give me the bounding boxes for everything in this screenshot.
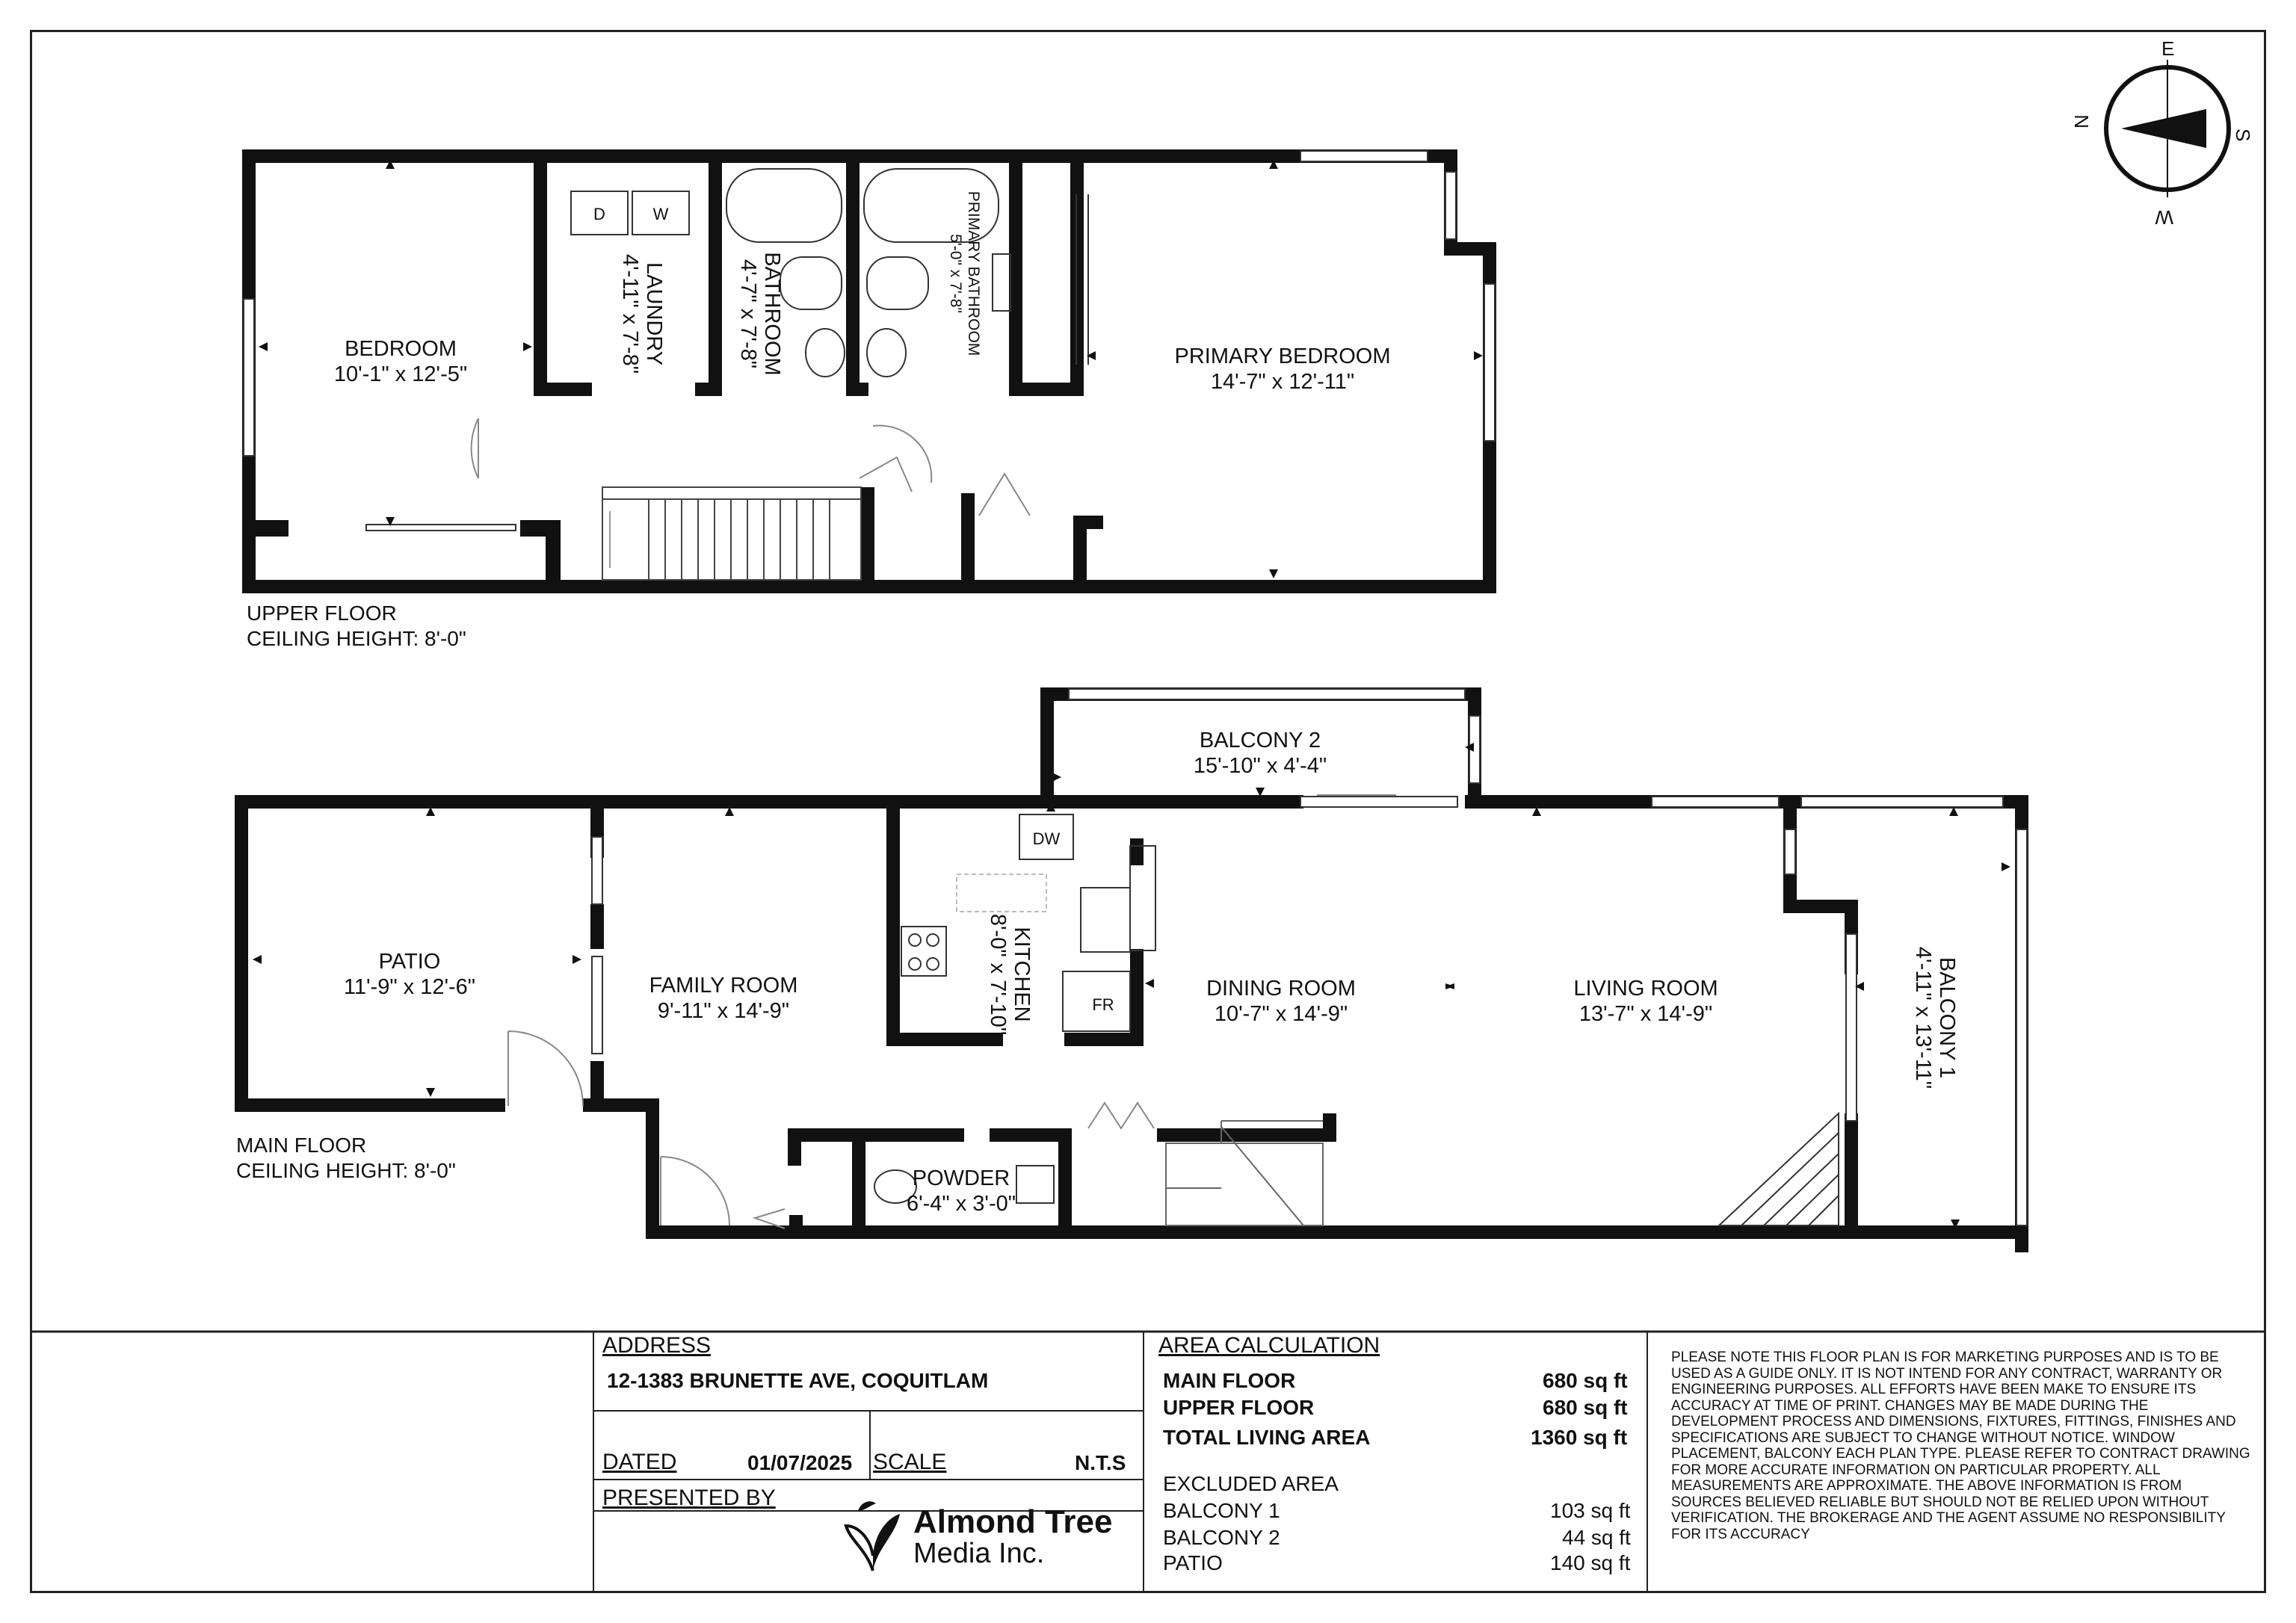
balcony1-name: BALCONY 1 (1935, 956, 1959, 1079)
primary-bedroom-dims: 14'-7" x 12'-11" (1210, 370, 1355, 394)
excluded-balcony1-value: 103 sq ft (1550, 1499, 1631, 1522)
primary-bedroom-name: PRIMARY BEDROOM (1174, 344, 1391, 368)
presented-by-label: PRESENTED BY (602, 1486, 776, 1510)
area-main-label: MAIN FLOOR (1163, 1369, 1296, 1392)
bathroom-name: BATHROOM (760, 252, 784, 376)
logo-name: Almond Tree (913, 1503, 1113, 1540)
area-main-value: 680 sq ft (1543, 1369, 1628, 1392)
excluded-patio-value: 140 sq ft (1550, 1551, 1631, 1574)
balcony1-dims: 4'-11" x 13'-11" (1911, 946, 1935, 1089)
area-total-label: TOTAL LIVING AREA (1163, 1426, 1371, 1449)
patio-name: PATIO (378, 950, 441, 974)
main-floor-ceiling: CEILING HEIGHT: 8'-0" (236, 1159, 456, 1182)
area-upper-label: UPPER FLOOR (1163, 1396, 1315, 1419)
patio-dims: 11'-9" x 12'-6" (343, 975, 476, 999)
excluded-balcony2-label: BALCONY 2 (1163, 1526, 1280, 1549)
primary-bathroom-name: PRIMARY BATHROOM (965, 191, 982, 356)
primary-bathroom-dims: 5'-0" x 7'-8" (947, 234, 964, 313)
upper-stairs (602, 487, 861, 580)
corner-stairs (1719, 1113, 1839, 1225)
excluded-balcony2-value: 44 sq ft (1562, 1526, 1631, 1549)
dishwasher-label: DW (1032, 829, 1061, 848)
almond-tree-logo (836, 1496, 1149, 1578)
address-label: ADDRESS (602, 1333, 712, 1358)
address-value: 12-1383 BRUNETTE AVE, COQUITLAM (607, 1369, 989, 1392)
upper-floor-ceiling: CEILING HEIGHT: 8'-0" (247, 627, 466, 650)
compass (2070, 37, 2254, 229)
bedroom-name: BEDROOM (345, 337, 457, 361)
main-floor-title: MAIN FLOOR (236, 1134, 367, 1157)
dryer-label: D (593, 205, 605, 223)
living-room-dims: 13'-7" x 14'-9" (1578, 1002, 1713, 1026)
laundry-dims: 4'-11" x 7'-8" (618, 253, 642, 374)
excluded-patio-label: PATIO (1163, 1551, 1223, 1574)
family-room-name: FAMILY ROOM (649, 974, 798, 998)
living-room-name: LIVING ROOM (1573, 977, 1718, 1001)
excluded-area-title: EXCLUDED AREA (1163, 1472, 1339, 1495)
compass-s: S (2232, 129, 2254, 142)
balcony2-name: BALCONY 2 (1199, 729, 1321, 752)
scale-value: N.T.S (1075, 1451, 1126, 1474)
washer-label: W (652, 205, 669, 223)
kitchen-name: KITCHEN (1010, 927, 1034, 1022)
fridge-label: FR (1092, 995, 1114, 1014)
main-floor-plan (235, 687, 2028, 1252)
compass-w: W (2155, 206, 2173, 229)
dining-room-dims: 10'-7" x 14'-9" (1214, 1002, 1348, 1026)
dated-label: DATED (602, 1450, 677, 1474)
excluded-balcony1-label: BALCONY 1 (1163, 1499, 1280, 1522)
compass-e: E (2161, 37, 2175, 60)
date-value: 01/07/2025 (747, 1451, 853, 1474)
upper-floor-title: UPPER FLOOR (247, 602, 397, 625)
area-upper-value: 680 sq ft (1543, 1396, 1628, 1419)
compass-n: N (2070, 114, 2093, 129)
bedroom-dims: 10'-1" x 12'-5" (333, 362, 468, 386)
powder-dims: 6'-4" x 3'-0" (906, 1192, 1016, 1216)
bathroom-dims: 4'-7" x 7'-8" (736, 259, 760, 369)
dining-room-name: DINING ROOM (1206, 977, 1356, 1001)
scale-label: SCALE (873, 1450, 947, 1474)
balcony2-dims: 15'-10" x 4'-4" (1193, 754, 1327, 778)
laundry-name: LAUNDRY (642, 262, 666, 366)
area-total-value: 1360 sq ft (1531, 1426, 1628, 1449)
family-room-dims: 9'-11" x 14'-9" (657, 999, 790, 1023)
kitchen-dims: 8'-0" x 7'-10" (986, 913, 1010, 1036)
powder-name: POWDER (912, 1166, 1010, 1190)
area-calc-title: AREA CALCULATION (1158, 1333, 1380, 1358)
almond-leaf-icon (836, 1496, 910, 1578)
logo-subtitle: Media Inc. (913, 1538, 1045, 1569)
disclaimer-text: PLEASE NOTE THIS FLOOR PLAN IS FOR MARKETING PURPOSES AND IS TO BE USED AS A GUIDE ONLY. IT IS NOT INTEND FOR ANY CONTRACT, WARRANTY OR ENGINEERING PURPOSES. ALL EFFORTS HAVE BEEN MAKE TO ENSURE ITS ACCURACY AT TIME OF PRINT. CHANGES MAY BE MADE DURING THE DEVELOPMENT PROCESS AND DIMENSIONS, FIXTURES, FITTINGS, FINISHES AND SPECIFICATIONS ARE SUBJECT TO CHANGE WITHOUT NOTICE. WINDOW PLACEMENT, BALCONY EACH PLAN TYPE. PLEASE REFER TO CONTRACT DRAWING FOR MORE ACCURATE INFORMATION ON PARTICULAR PROPERTY. ALL MEASUREMENTS ARE APPROXIMATE. THE ABOVE INFORMATION IS FROM SOURCES BELIEVED RELIABLE BUT SHOULD NOT BE RELIED UPON WITHOUT VERIFICATION. THE BROKERAGE AND THE AGENT ASSUME NO RESPONSIBILITY FOR ITS ACCURACY (1671, 1350, 2250, 1542)
